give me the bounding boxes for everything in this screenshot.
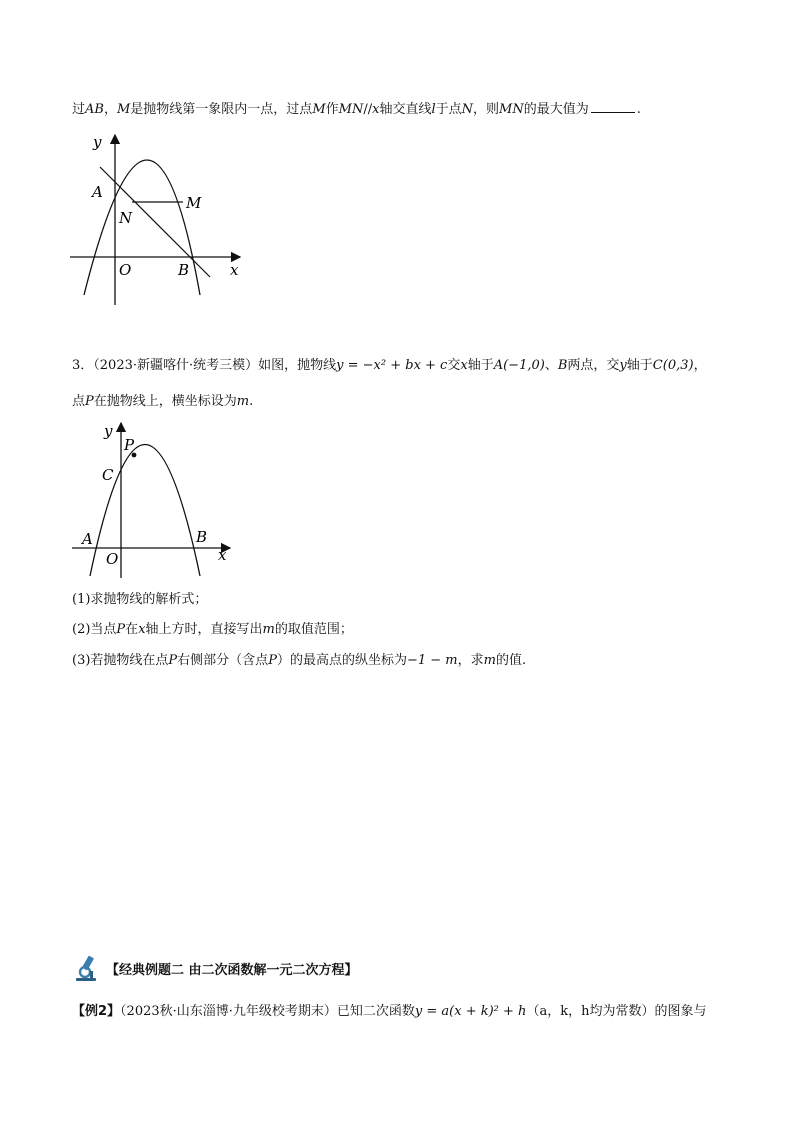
var-p: P xyxy=(168,653,178,668)
figure-1-graph xyxy=(60,125,260,310)
label-n: N xyxy=(119,209,133,227)
text: 如图，抛物线 xyxy=(258,358,337,373)
equation: y = −x² + bx + c xyxy=(336,358,448,373)
text: 右侧部分（含点 xyxy=(177,653,269,668)
sub-question-3 xyxy=(72,651,526,671)
var-x: x xyxy=(372,102,380,117)
label-c: C xyxy=(102,466,114,484)
example-2-line xyxy=(72,1002,706,1022)
label-x: x xyxy=(230,261,239,279)
var-p: P xyxy=(85,394,94,409)
parallel-symbol: // xyxy=(363,102,373,117)
label-a: A xyxy=(92,183,103,201)
var-mn: MN xyxy=(499,102,524,117)
text: 、 xyxy=(544,358,558,373)
text: 轴交直线 xyxy=(379,102,432,117)
label-o: O xyxy=(106,550,119,568)
point-c: C(0,3) xyxy=(652,358,694,373)
text: 轴于 xyxy=(626,358,653,373)
text: 的最大值为 xyxy=(523,102,589,117)
text: 作 xyxy=(325,102,339,117)
text: （a，k，h均为常数）的图象与 xyxy=(526,1004,707,1019)
var-p: P xyxy=(116,622,126,637)
text: 点 xyxy=(72,394,86,409)
var-l: l xyxy=(431,102,436,117)
var-p: P xyxy=(268,653,277,668)
example-source: （2023秋·山东淄博·九年级校考期末） xyxy=(120,1004,337,1019)
text: (1)求抛物线的解析式； xyxy=(72,592,208,607)
point-a: A(−1,0) xyxy=(493,358,545,373)
var-m: M xyxy=(116,102,131,117)
var-x: x xyxy=(460,358,468,373)
text: ，则 xyxy=(473,102,500,117)
problem-source: （2023·新疆喀什·统考三模） xyxy=(93,358,259,373)
section-title: 【经典例题二 由二次函数解一元二次方程】 xyxy=(106,962,358,978)
var-ab: AB xyxy=(85,102,104,117)
label-p: P xyxy=(124,436,135,454)
var-b: B xyxy=(557,358,568,373)
equation: y = a(x + k)² + h xyxy=(414,1004,527,1019)
problem-3-line-1 xyxy=(72,356,707,376)
problem-intro-line xyxy=(72,100,641,120)
var-x: x xyxy=(138,622,146,637)
var-y: y xyxy=(619,358,627,373)
sub-question-2 xyxy=(72,620,353,640)
text: 是抛物线第一象限内一点，过点 xyxy=(130,102,313,117)
label-b: B xyxy=(196,528,208,546)
text: 已知二次函数 xyxy=(336,1004,415,1019)
microscope-icon xyxy=(72,953,102,983)
text: 于点 xyxy=(435,102,462,117)
label-b: B xyxy=(178,261,190,279)
text: (3)若抛物线在点 xyxy=(72,653,169,668)
text: 两点，交 xyxy=(567,358,620,373)
label-y: y xyxy=(93,133,102,151)
text: 在 xyxy=(125,622,139,637)
label-o: O xyxy=(119,261,132,279)
answer-blank xyxy=(591,100,635,113)
label-m: M xyxy=(186,194,202,212)
example-label: 【例2】 xyxy=(72,1004,121,1019)
text: ，求 xyxy=(457,653,484,668)
text: 轴于 xyxy=(467,358,494,373)
text: 在抛物线上，横坐标设为 xyxy=(93,394,237,409)
var-m: M xyxy=(312,102,326,117)
text: ， xyxy=(693,358,707,373)
var-m: m xyxy=(262,622,275,637)
text: ， xyxy=(103,102,117,117)
text: 的值. xyxy=(495,653,527,668)
text: 过 xyxy=(72,102,86,117)
label-a: A xyxy=(82,530,93,548)
label-y: y xyxy=(104,422,113,440)
text: . xyxy=(249,394,254,409)
var-mn: MN xyxy=(338,102,364,117)
text: 轴上方时，直接写出 xyxy=(145,622,263,637)
sub-question-1 xyxy=(72,590,207,610)
var-m: m xyxy=(483,653,496,668)
label-x: x xyxy=(218,546,227,564)
text: 的取值范围； xyxy=(274,622,353,637)
var-n: N xyxy=(461,102,474,117)
text: (2)当点 xyxy=(72,622,117,637)
line-ab xyxy=(100,167,210,277)
text: 交 xyxy=(447,358,461,373)
text: ）的最高点的纵坐标为 xyxy=(276,653,407,668)
problem-number: 3． xyxy=(72,358,94,373)
figure-2-graph xyxy=(62,418,242,583)
section-header xyxy=(72,953,358,983)
expression: −1 − m xyxy=(406,653,458,668)
text: . xyxy=(636,102,641,117)
problem-3-line-2 xyxy=(72,392,253,412)
var-m: m xyxy=(236,394,250,409)
